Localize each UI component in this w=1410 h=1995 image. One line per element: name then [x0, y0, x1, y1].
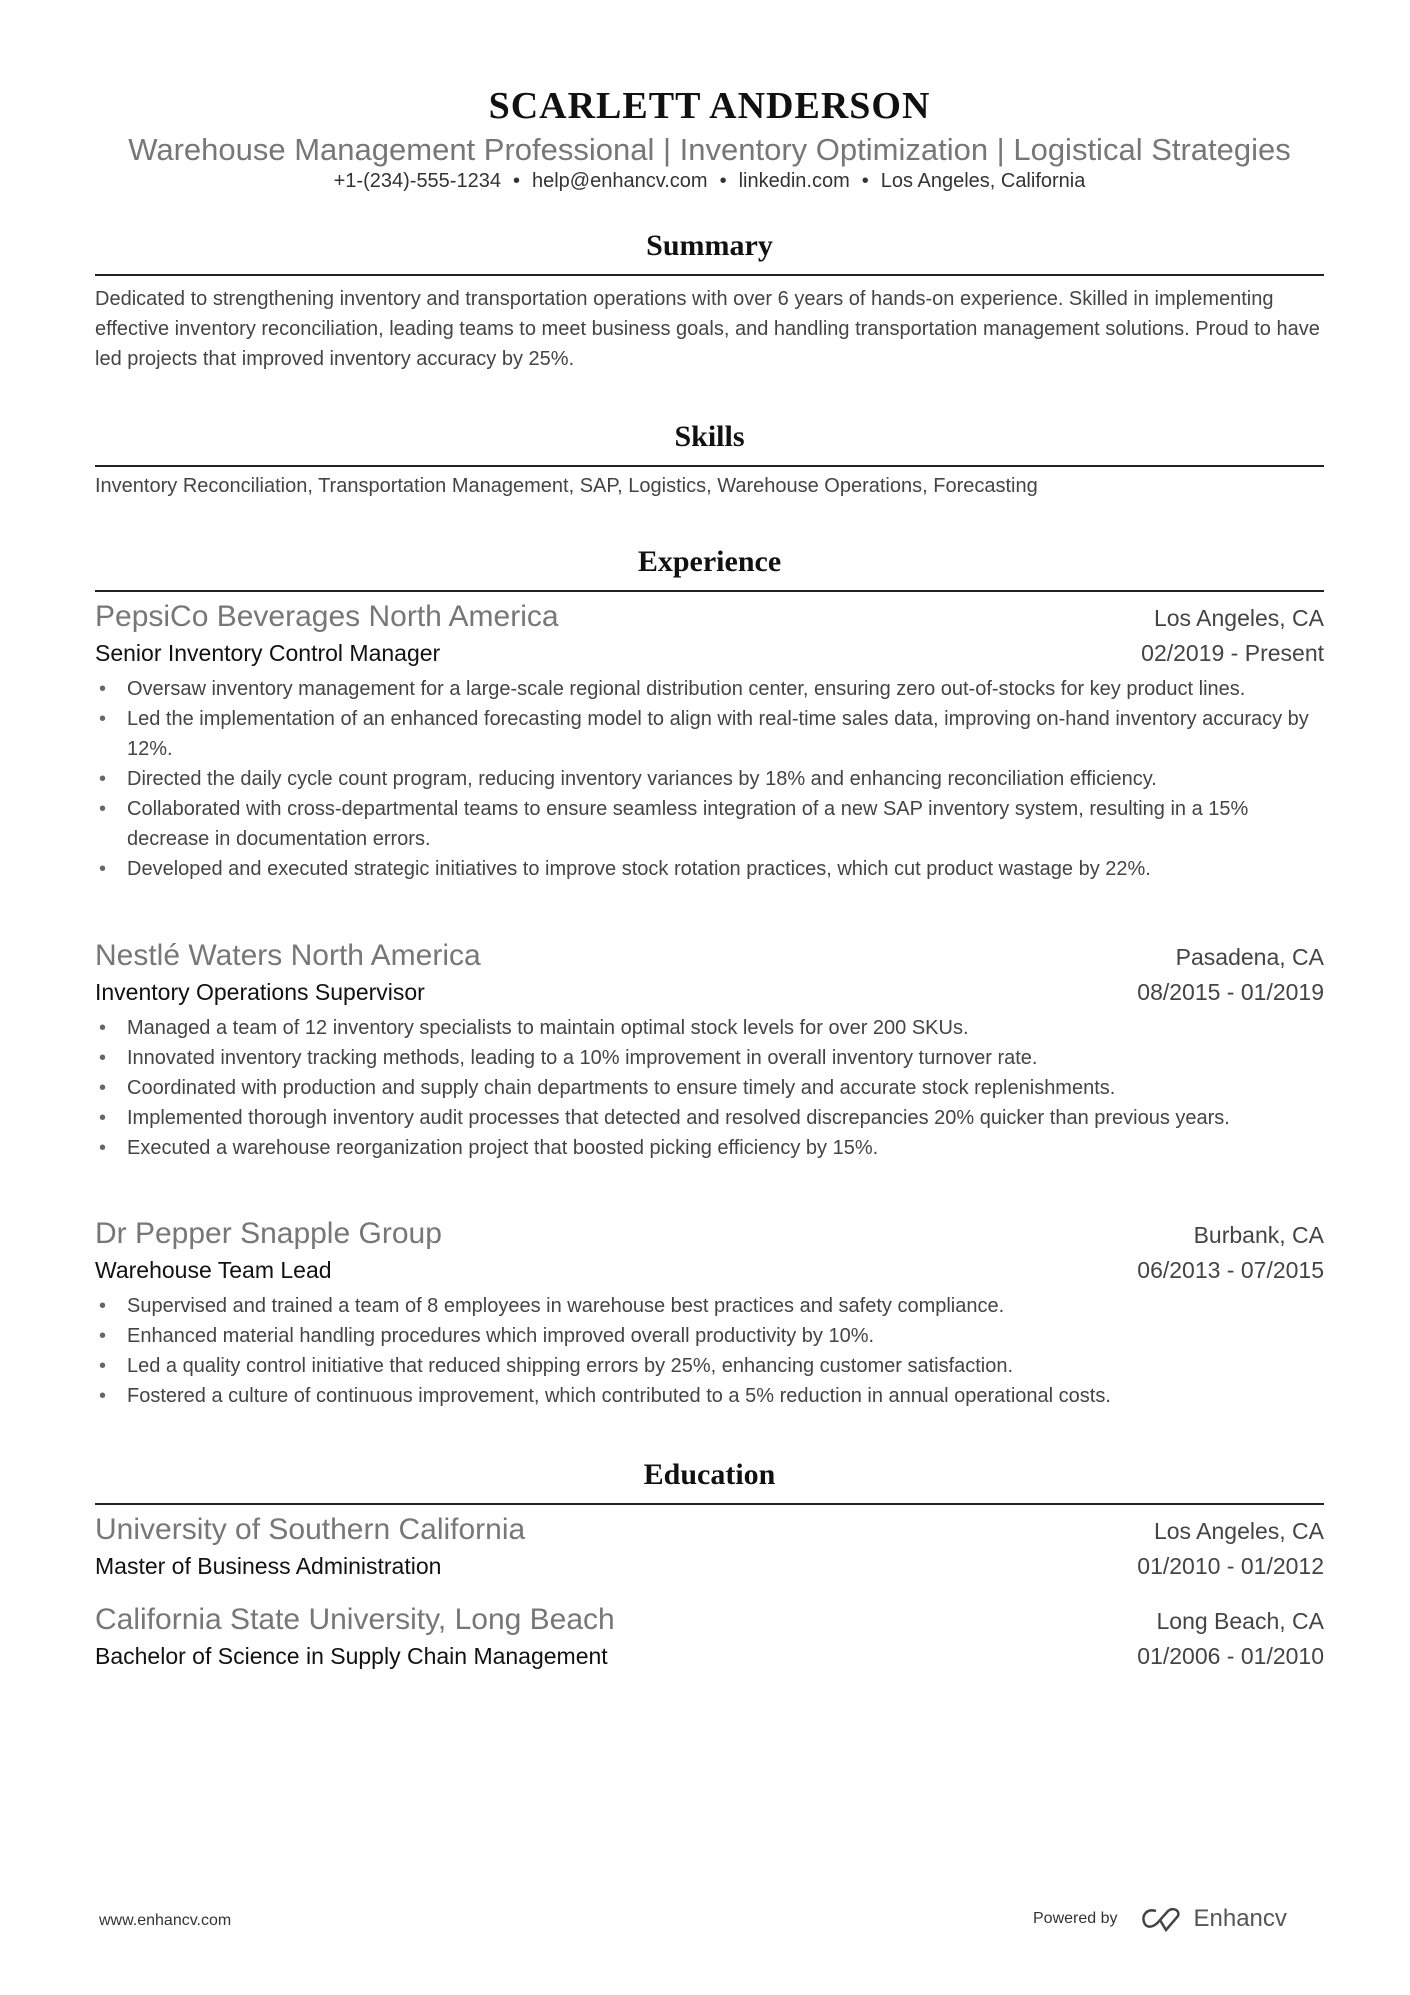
- job-bullets: [95, 674, 1324, 884]
- bullet: • Directed the daily cycle count program, reducing inventory variances by 18% and enhancing reconciliation efficiency.: [95, 764, 1324, 794]
- job-dates: 02/2019 - Present: [1141, 639, 1324, 666]
- powered-by-label: Powered by: [1033, 1910, 1118, 1927]
- edu-dates: 01/2006 - 01/2010: [1137, 1642, 1324, 1669]
- bullet: • Supervised and trained a team of 8 employees in warehouse best practices and safety compliance.: [95, 1291, 1324, 1321]
- bullet: • Developed and executed strategic initiatives to improve stock rotation practices, which cut product wastage by 22%.: [95, 854, 1324, 884]
- job-location: Burbank, CA: [1193, 1222, 1324, 1248]
- job-entry: [95, 1217, 1324, 1411]
- summary-text: Dedicated to strengthening inventory and transportation operations with over 6 years of hands-on experience. Skilled in implementing effective inventory reconciliation, leading teams to meet business goals, and handling transportation management solutions. Proud to have led projects that improved inventory accuracy by 25%.: [95, 288, 1320, 370]
- job-bullets: [95, 1013, 1324, 1163]
- education-entry: [95, 1603, 1324, 1673]
- edu-dates: 01/2010 - 01/2012: [1137, 1552, 1324, 1579]
- job-dates: 06/2013 - 07/2015: [1137, 1256, 1324, 1283]
- bullet: • Fostered a culture of continuous improvement, which contributed to a 5% reduction in annual operational costs.: [95, 1381, 1324, 1411]
- skills-section: [95, 417, 1324, 501]
- bullet: • Collaborated with cross-departmental teams to ensure seamless integration of a new SAP inventory system, resulting in a 15% decrease in documentation errors.: [95, 794, 1324, 854]
- bullet: • Managed a team of 12 inventory specialists to maintain optimal stock levels for over 200 SKUs.: [95, 1013, 1324, 1043]
- section-title: Education: [643, 1458, 776, 1491]
- bullet: • Innovated inventory tracking methods, leading to a 10% improvement in overall inventory turnover rate.: [95, 1043, 1324, 1073]
- education-section: [95, 1455, 1324, 1505]
- job-location: Los Angeles, CA: [1153, 605, 1324, 631]
- candidate-name: SCARLETT ANDERSON: [488, 85, 931, 127]
- degree: Master of Business Administration: [95, 1552, 442, 1579]
- job-location: Pasadena, CA: [1175, 944, 1324, 970]
- summary-section: [95, 226, 1324, 374]
- section-title: Summary: [646, 229, 773, 262]
- bullet: • Led a quality control initiative that reduced shipping errors by 25%, enhancing customer satisfaction.: [95, 1351, 1324, 1381]
- divider: [95, 1503, 1324, 1505]
- contact-line: +1-(234)-555-1234 • help@enhancv.com • linkedin.com • Los Angeles, California: [333, 170, 1086, 192]
- enhancv-logo-icon: [1140, 1906, 1186, 1932]
- bullet: • Oversaw inventory management for a large-scale regional distribution center, ensuring zero out-of-stocks for key product lines.: [95, 674, 1324, 704]
- section-title: Skills: [674, 420, 745, 453]
- bullet: • Implemented thorough inventory audit processes that detected and resolved discrepancies 20% quicker than previous years.: [95, 1103, 1324, 1133]
- job-bullets: [95, 1291, 1324, 1411]
- bullet: • Led the implementation of an enhanced forecasting model to align with real-time sales data, improving on-hand inventory accuracy by 12%.: [95, 704, 1324, 764]
- enhancv-brand-text: Enhancv: [1193, 1905, 1287, 1932]
- linkedin-link[interactable]: linkedin.com: [738, 170, 850, 192]
- school-location: Los Angeles, CA: [1153, 1518, 1324, 1544]
- bullet: • Executed a warehouse reorganization project that boosted picking efficiency by 15%.: [95, 1133, 1324, 1163]
- divider: [95, 465, 1324, 467]
- school-location: Long Beach, CA: [1156, 1608, 1324, 1634]
- section-title: Experience: [637, 545, 782, 578]
- school-name: University of Southern California: [95, 1513, 526, 1546]
- education-entry: [95, 1513, 1324, 1583]
- company-name: PepsiCo Beverages North America: [95, 600, 559, 633]
- school-name: California State University, Long Beach: [95, 1603, 615, 1636]
- footer-url[interactable]: www.enhancv.com: [99, 1912, 232, 1929]
- headline: Warehouse Management Professional | Inventory Optimization | Logistical Strategies: [128, 132, 1291, 167]
- phone: +1-(234)-555-1234: [333, 170, 501, 192]
- job-title: Senior Inventory Control Manager: [95, 639, 441, 666]
- experience-section: [95, 542, 1324, 592]
- bullet: • Coordinated with production and supply chain departments to ensure timely and accurate stock replenishments.: [95, 1073, 1324, 1103]
- enhancv-logo[interactable]: [1140, 1905, 1287, 1933]
- powered-by: [1033, 1905, 1287, 1933]
- location: Los Angeles, California: [880, 170, 1086, 192]
- job-title: Inventory Operations Supervisor: [95, 978, 425, 1005]
- bullet: • Enhanced material handling procedures which improved overall productivity by 10%.: [95, 1321, 1324, 1351]
- company-name: Dr Pepper Snapple Group: [95, 1217, 442, 1250]
- divider: [95, 274, 1324, 276]
- skills-text: Inventory Reconciliation, Transportation Management, SAP, Logistics, Warehouse Operations, Forecasting: [95, 475, 1038, 497]
- degree: Bachelor of Science in Supply Chain Management: [95, 1642, 608, 1669]
- job-entry: [95, 939, 1324, 1163]
- email-link[interactable]: help@enhancv.com: [531, 170, 708, 192]
- company-name: Nestlé Waters North America: [95, 939, 481, 972]
- job-dates: 08/2015 - 01/2019: [1137, 978, 1324, 1005]
- divider: [95, 590, 1324, 592]
- job-entry: [95, 600, 1324, 884]
- job-title: Warehouse Team Lead: [95, 1256, 332, 1283]
